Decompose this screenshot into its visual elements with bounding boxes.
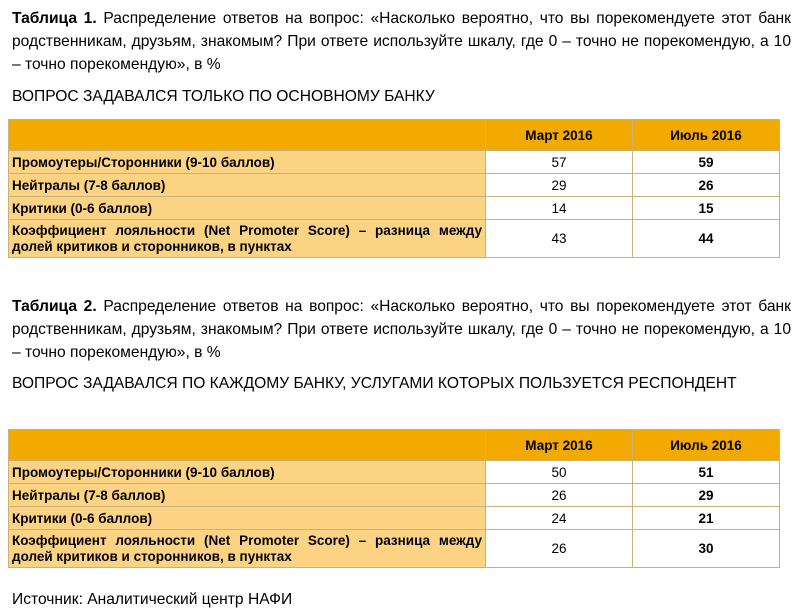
july-value: 26 <box>633 174 780 197</box>
july-value: 59 <box>633 151 780 174</box>
march-value: 26 <box>486 530 633 568</box>
table1-header-july: Июль 2016 <box>633 120 780 151</box>
table1-header-march: Март 2016 <box>486 120 633 151</box>
table2-note: ВОПРОС ЗАДАВАЛСЯ ПО КАЖДОМУ БАНКУ, УСЛУГАМИ КОТОРЫХ ПОЛЬЗУЕТСЯ РЕСПОНДЕНТ <box>12 375 737 392</box>
row-label: Коэффициент лояльности (Net Promoter Score) – разница между долей критиков и сторонников, в пунктах <box>9 220 486 258</box>
table-row <box>9 197 780 220</box>
table-row <box>9 461 780 484</box>
table-row <box>9 151 780 174</box>
table2-header-march: Март 2016 <box>486 430 633 461</box>
march-value: 43 <box>486 220 633 258</box>
march-value: 57 <box>486 151 633 174</box>
table1-header-row <box>9 120 780 151</box>
table1-caption-label: Таблица 1. <box>12 10 97 27</box>
july-value: 51 <box>633 461 780 484</box>
row-label: Промоутеры/Сторонники (9-10 баллов) <box>9 151 486 174</box>
march-value: 29 <box>486 174 633 197</box>
table2-caption-text: Распределение ответов на вопрос: «Насколько вероятно, что вы порекомендуете этот банк родственникам, друзьям, знакомым? При ответе используйте шкалу, где 0 – точно не порекомендую, а 10 – точно порекомендую», в % <box>12 298 791 361</box>
march-value: 24 <box>486 507 633 530</box>
table-row <box>9 220 780 258</box>
table2-caption <box>12 295 791 364</box>
row-label: Критики (0-6 баллов) <box>9 507 486 530</box>
table-row <box>9 174 780 197</box>
row-label: Нейтралы (7-8 баллов) <box>9 174 486 197</box>
july-value: 44 <box>633 220 780 258</box>
table1-header-blank <box>9 120 486 151</box>
table2-header-july: Июль 2016 <box>633 430 780 461</box>
march-value: 50 <box>486 461 633 484</box>
table1-note: ВОПРОС ЗАДАВАЛСЯ ТОЛЬКО ПО ОСНОВНОМУ БАНКУ <box>12 88 435 105</box>
march-value: 14 <box>486 197 633 220</box>
row-label: Критики (0-6 баллов) <box>9 197 486 220</box>
table2-caption-label: Таблица 2. <box>12 298 97 315</box>
row-label: Нейтралы (7-8 баллов) <box>9 484 486 507</box>
table2 <box>8 429 780 568</box>
march-value: 26 <box>486 484 633 507</box>
table1-caption-text: Распределение ответов на вопрос: «Насколько вероятно, что вы порекомендуете этот банк родственникам, друзьям, знакомым? При ответе используйте шкалу, где 0 – точно не порекомендую, а 10 – точно порекомендую», в % <box>12 10 791 73</box>
july-value: 15 <box>633 197 780 220</box>
table1 <box>8 119 780 258</box>
table2-header-row <box>9 430 780 461</box>
table2-header-blank <box>9 430 486 461</box>
row-label: Коэффициент лояльности (Net Promoter Score) – разница между долей критиков и сторонников, в пунктах <box>9 530 486 568</box>
table-row <box>9 507 780 530</box>
row-label: Промоутеры/Сторонники (9-10 баллов) <box>9 461 486 484</box>
table-row <box>9 484 780 507</box>
source-note: Источник: Аналитический центр НАФИ <box>12 591 293 608</box>
table-row <box>9 530 780 568</box>
july-value: 29 <box>633 484 780 507</box>
table1-caption <box>12 7 791 76</box>
july-value: 21 <box>633 507 780 530</box>
july-value: 30 <box>633 530 780 568</box>
